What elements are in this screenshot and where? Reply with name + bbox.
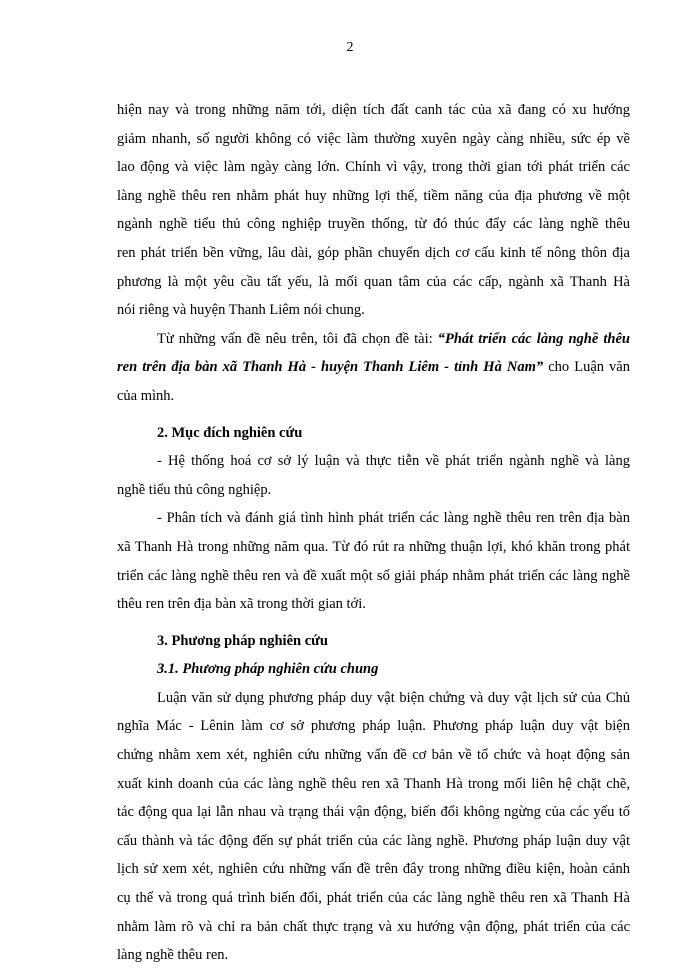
text-line: chứng nhằm xem xét, nghiên cứu những vấn đề cơ bản về tổ chức và hoạt động sản: [117, 747, 630, 764]
text-line: lao động và việc làm ngày càng lớn. Chính vì vậy, trong thời gian tới phát triển các: [117, 159, 630, 176]
text-line: triển các làng nghề thêu ren và đề xuất một số giải pháp nhằm phát triển các làng nghề: [117, 567, 630, 584]
text-line: tác động qua lại lẫn nhau và trạng thái vận động, biến đổi không ngừng của các yếu tố: [117, 804, 630, 821]
text-line: ngành nghề tiểu thủ công nghiệp truyền thống, từ đó thúc đẩy các làng nghề thêu: [117, 216, 630, 233]
section-heading-purpose: 2. Mục đích nghiên cứu: [157, 424, 303, 441]
text-line: thêu ren trên địa bàn xã trong thời gian tới.: [117, 596, 366, 613]
document-body: [117, 96, 630, 970]
text-line: cụ thể và trong quá trình biến đổi, phát triển của các làng nghề thêu ren xã Thanh Hà: [117, 890, 630, 907]
text-line: [117, 325, 630, 354]
text-line: hiện nay và trong những năm tới, diện tích đất canh tác của xã đang có xu hướng: [117, 102, 630, 118]
text-line: - Phân tích và đánh giá tình hình phát triển các làng nghề thêu ren trên địa bàn: [157, 510, 630, 527]
text-line: phương là một yêu cầu tất yếu, là mối quan tâm của các cấp, ngành xã Thanh Hà: [117, 273, 630, 290]
text-line: giảm nhanh, số người không có việc làm thường xuyên ngày càng nhiều, sức ép về: [117, 130, 630, 147]
paragraph-method: [117, 684, 630, 970]
text-line: xuất kinh doanh của các làng nghề thêu ren xã Thanh Hà trong mối liên hệ chặt chẽ,: [117, 775, 630, 792]
topic-intro: Từ những vấn đề nêu trên, tôi đã chọn đề tài:: [157, 330, 438, 347]
text-line: làng nghề thêu ren nhằm phát huy những lợi thế, tiềm năng của địa phương về một: [117, 187, 630, 204]
text-line: nói riêng và huyện Thanh Liêm nói chung.: [117, 302, 365, 319]
text-line: của mình.: [117, 387, 175, 404]
text-line: [117, 353, 630, 382]
paragraph-context: [117, 96, 630, 325]
text-line: làng nghề thêu ren.: [117, 947, 229, 964]
page-number: 2: [346, 40, 354, 55]
thesis-title-part2: ren trên địa bàn xã Thanh Hà - huyện Thanh Liêm - tỉnh Hà Nam”: [117, 359, 544, 376]
subsection-heading-general-method: 3.1. Phương pháp nghiên cứu chung: [157, 661, 379, 678]
text-line: nghề tiểu thủ công nghiệp.: [117, 481, 272, 498]
text-line: Luận văn sử dụng phương pháp duy vật biện chứng và duy vật lịch sử của Chủ: [157, 689, 630, 706]
purpose-item-2: [117, 504, 630, 618]
text-line: cấu thành và tác động đến sự phát triển của các làng nghề. Phương pháp luận duy vật: [117, 832, 630, 849]
text-line: nghĩa Mác - Lênin làm cơ sở phương pháp luận. Phương pháp luận duy vật biện: [117, 718, 630, 735]
text-line: nhằm làm rõ và chỉ ra bản chất thực trạng và xu hướng vận động, phát triển của các: [117, 918, 630, 935]
text-line: lịch sử xem xét, nghiên cứu những vấn đề trên đây trong những điều kiện, hoàn cảnh: [117, 861, 630, 878]
purpose-item-1: [117, 447, 630, 504]
thesis-title-part1: “Phát triển các làng nghề thêu: [437, 330, 630, 347]
section-heading-method: 3. Phương pháp nghiên cứu: [157, 632, 328, 649]
text-line: - Hệ thống hoá cơ sở lý luận và thực tiễn về phát triển ngành nghề và làng: [157, 453, 630, 470]
text-line: xã Thanh Hà trong những năm qua. Từ đó rút ra những thuận lợi, khó khăn trong phát: [117, 538, 630, 555]
topic-suffix: cho Luận văn: [543, 359, 630, 376]
text-line: ren phát triển bền vững, lâu dài, góp phần chuyển dịch cơ cấu kinh tế nông thôn địa: [117, 244, 630, 261]
paragraph-topic: [117, 325, 630, 411]
